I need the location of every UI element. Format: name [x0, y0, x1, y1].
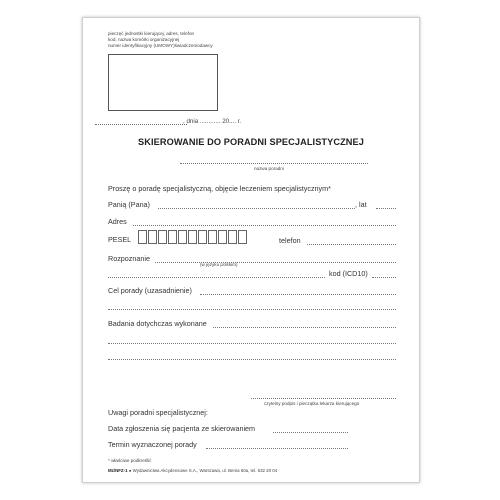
patient-label: Panią (Pana) — [108, 200, 150, 209]
publisher-logo-icon: ● — [128, 468, 132, 473]
form-code: Mz/NFZ-1 — [108, 468, 128, 473]
signature-caption: czytelny podpis i pieczątka lekarza kierującego — [264, 401, 360, 406]
pesel-digit-box[interactable] — [238, 230, 247, 244]
appointment-field[interactable] — [206, 448, 348, 449]
appointment-label: Termin wyznaczonej porady — [108, 440, 197, 449]
publisher-footer — [108, 468, 277, 473]
age-field[interactable] — [376, 208, 396, 209]
tests-continuation-field-1[interactable] — [108, 343, 396, 344]
pesel-digit-box[interactable] — [168, 230, 177, 244]
form-title: SKIEROWANIE DO PORADNI SPECJALISTYCZNEJ — [138, 137, 364, 147]
address-label: Adres — [108, 217, 127, 226]
patient-name-field[interactable] — [158, 208, 355, 209]
purpose-label: Cel porady (uzasadnienie) — [108, 286, 192, 295]
icd-code-field[interactable] — [372, 277, 396, 278]
pesel-label: PESEL — [108, 235, 132, 244]
tests-continuation-field-2[interactable] — [108, 359, 396, 360]
diagnosis-continuation-field[interactable] — [108, 277, 325, 278]
phone-field[interactable] — [307, 244, 396, 245]
icd-label: kod (ICD10) — [329, 269, 368, 278]
tests-label: Badania dotychczas wykonane — [108, 319, 207, 328]
stamp-caption-line-3: numer identyfikacyjny (UMOWY)świadczeniodawcy — [108, 43, 213, 48]
request-text: Proszę o poradę specjalistyczną, objęcie leczeniem specjalistycznym* — [108, 184, 331, 193]
clinic-name-dotted-line[interactable] — [180, 163, 368, 164]
phone-label: telefon — [279, 236, 301, 245]
purpose-continuation-field[interactable] — [108, 309, 396, 310]
pesel-digit-box[interactable] — [158, 230, 167, 244]
footnote: * właściwe podkreślić — [108, 458, 152, 463]
pesel-digit-box[interactable] — [188, 230, 197, 244]
report-date-field[interactable] — [273, 432, 348, 433]
report-date-label: Data zgłoszenia się pacjenta ze skierowaniem — [108, 424, 256, 433]
pesel-digit-box[interactable] — [218, 230, 227, 244]
polish-language-caption: (w języku polskim) — [200, 262, 238, 267]
diagnosis-label: Rozpoznanie — [108, 254, 150, 263]
pesel-digit-box[interactable] — [138, 230, 147, 244]
pesel-digit-box[interactable] — [178, 230, 187, 244]
tests-field[interactable] — [213, 327, 396, 328]
pesel-digit-box[interactable] — [228, 230, 237, 244]
referral-form-sheet — [82, 17, 420, 483]
date-line: , dnia ............ 20.... r. — [183, 118, 242, 125]
clinic-notes-label: Uwagi poradni specjalistycznej: — [108, 408, 208, 417]
pesel-digit-box[interactable] — [198, 230, 207, 244]
diagnosis-field[interactable] — [155, 262, 396, 263]
stamp-caption-line-1: pieczęć jednostki kierującej, adres, telefon — [108, 31, 195, 36]
signature-dotted-line[interactable] — [251, 398, 396, 399]
stamp-box[interactable] — [108, 54, 218, 111]
stamp-caption-line-2: kod, nazwa komórki organizacyjnej — [108, 37, 180, 42]
clinic-name-caption: nazwa poradni — [254, 166, 284, 171]
age-label: , lat — [355, 200, 367, 209]
pesel-digit-box[interactable] — [208, 230, 217, 244]
purpose-field[interactable] — [200, 294, 396, 295]
address-field[interactable] — [133, 225, 396, 226]
pesel-field[interactable] — [138, 230, 247, 244]
publisher-info: Wydawnictwa Akcydensowe S.A., Warszawa, ul. Bema 60a, tel. 632 20 04 — [132, 468, 278, 473]
pesel-digit-box[interactable] — [148, 230, 157, 244]
place-dotted-line[interactable] — [95, 124, 187, 125]
